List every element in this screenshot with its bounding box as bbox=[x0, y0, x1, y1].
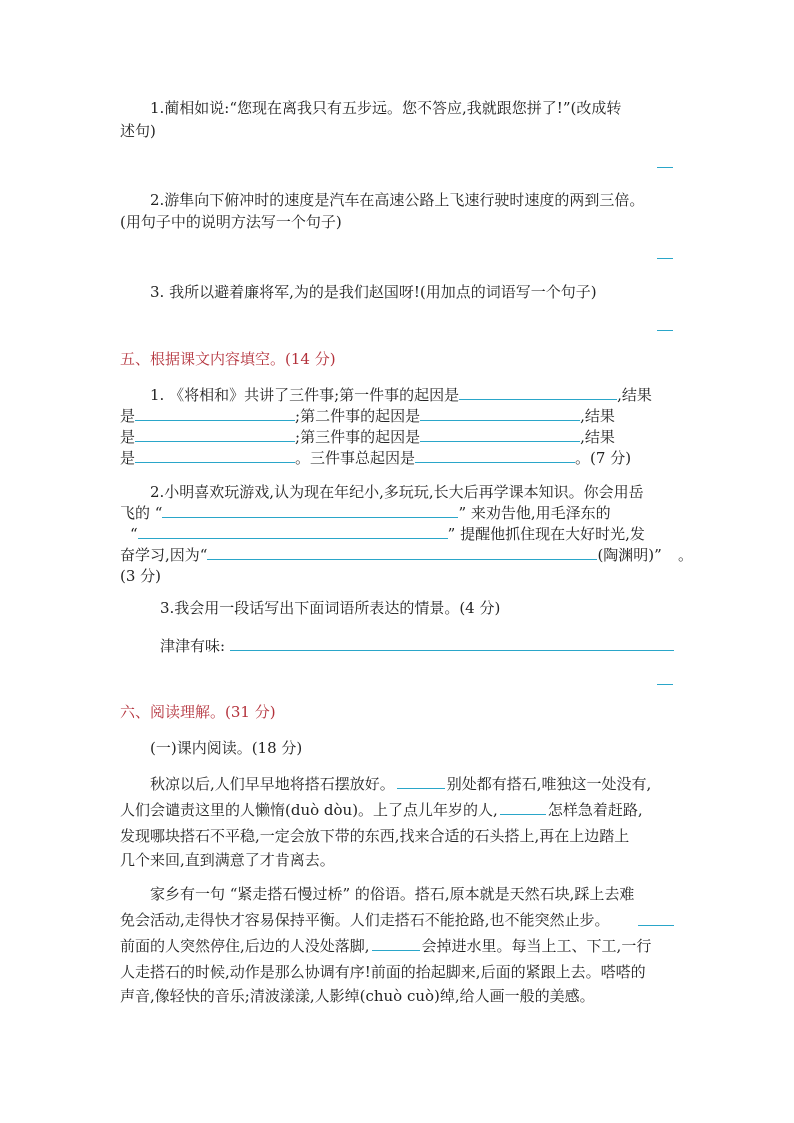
answer-blank-q4-2[interactable] bbox=[657, 258, 673, 259]
label-result-3: ,结果 bbox=[580, 428, 615, 446]
label-because: 奋学习,因为“ bbox=[120, 546, 208, 564]
passage-p2-line1: 家乡有一句 “紧走搭石慢过桥” 的俗语。搭石,原本就是天然石块,踩上去难 bbox=[150, 885, 635, 903]
blank-result-1[interactable] bbox=[135, 406, 295, 421]
passage-text: 前面的人突然停住,后边的人没处落脚, bbox=[120, 937, 370, 955]
label-yuefei: 飞的 “ bbox=[120, 504, 163, 522]
blank-cause-1[interactable] bbox=[459, 385, 617, 400]
blank-connective-2[interactable] bbox=[500, 800, 546, 815]
q5-1-prompt: 1. 《将相和》共讲了三件事;第一件事的起因是 bbox=[150, 386, 460, 404]
answer-blank-q4-3[interactable] bbox=[657, 330, 673, 331]
q5-1-row2 bbox=[120, 406, 615, 426]
passage-p1-line3: 发现哪块搭石不平稳,一定会放下带的东西,找来合适的石头搭上,再在上边踏上 bbox=[120, 827, 630, 845]
section6-subheading: (一)课内阅读。(18 分) bbox=[150, 739, 303, 757]
q5-2-line4 bbox=[120, 545, 662, 565]
q4-2-line2: (用句子中的说明方法写一个句子) bbox=[120, 213, 342, 231]
q5-1-row4 bbox=[120, 448, 631, 468]
q5-2-line2 bbox=[120, 503, 611, 523]
blank-yuefei-quote[interactable] bbox=[162, 503, 458, 518]
open-quote: “ bbox=[130, 525, 138, 543]
label-overall-cause: 。三件事总起因是 bbox=[295, 449, 416, 467]
q4-1-line1: 1.蔺相如说:“您现在离我只有五步远。您不答应,我就跟您拼了!”(改成转 bbox=[150, 99, 622, 117]
label-shi: 是 bbox=[120, 428, 136, 446]
passage-text: 会掉进水里。每当上工、下工,一行 bbox=[421, 937, 652, 955]
blank-cause-2[interactable] bbox=[420, 406, 580, 421]
label-cause-2: ;第二件事的起因是 bbox=[295, 407, 421, 425]
label-result-2: ,结果 bbox=[580, 407, 615, 425]
passage-p2-line2: 免会活动,走得快才容易保持平衡。人们走搭石不能抢路,也不能突然止步。 bbox=[120, 911, 610, 929]
passage-p1-line2 bbox=[120, 800, 643, 820]
q5-3-text: 3.我会用一段话写出下面词语所表达的情景。(4 分) bbox=[160, 599, 501, 617]
label-shi: 是 bbox=[120, 449, 136, 467]
passage-text: 别处都有搭石,唯独这一处没有, bbox=[446, 775, 652, 793]
answer-blank-q4-1[interactable] bbox=[657, 167, 673, 168]
blank-connective-1[interactable] bbox=[397, 774, 445, 789]
passage-text: 秋凉以后,人们早早地将搭石摆放好。 bbox=[150, 775, 395, 793]
q4-2-line1: 2.游隼向下俯冲时的速度是汽车在高速公路上飞速行驶时速度的两到三倍。 bbox=[150, 191, 645, 209]
label-remind: ” 提醒他抓住现在大好时光,发 bbox=[447, 525, 645, 543]
q5-1-result-label: ,结果 bbox=[617, 386, 652, 404]
passage-p2-line3 bbox=[120, 936, 651, 956]
passage-p2-line4: 人走搭石的时候,动作是那么协调有序!前面的抬起脚来,后面的紧跟上去。嗒嗒的 bbox=[120, 963, 646, 981]
q5-2-period: 。 bbox=[678, 546, 694, 564]
label-maozedong: ” 来劝告他,用毛泽东的 bbox=[458, 504, 611, 522]
label-taoyuanming: (陶渊明)” bbox=[597, 546, 662, 564]
q5-1-row3 bbox=[120, 427, 615, 447]
q4-3-text: 3. 我所以避着廉将军,为的是我们赵国呀!(用加点的词语写一个句子) bbox=[150, 283, 597, 301]
passage-p1-line1 bbox=[150, 774, 651, 794]
passage-p1-line4: 几个来回,直到满意了才肯离去。 bbox=[120, 851, 335, 869]
answer-line-q5-3[interactable] bbox=[230, 650, 674, 651]
blank-connective-3[interactable] bbox=[638, 925, 674, 926]
passage-text: 怎样急着赶路, bbox=[547, 801, 643, 819]
label-shi: 是 bbox=[120, 407, 136, 425]
section6-heading: 六、阅读理解。(31 分) bbox=[120, 703, 276, 721]
q5-1-row1 bbox=[150, 385, 652, 405]
q5-2-score: (3 分) bbox=[120, 567, 162, 585]
q5-2-line1: 2.小明喜欢玩游戏,认为现在年纪小,多玩玩,长大后再学课本知识。你会用岳 bbox=[150, 483, 644, 501]
q4-1-line2: 述句) bbox=[120, 122, 156, 140]
passage-text: 人们会谴责这里的人懒惰(duò dòu)。上了点儿年岁的人, bbox=[120, 801, 498, 819]
label-cause-3: ;第三件事的起因是 bbox=[295, 428, 421, 446]
blank-taoyuanming-quote[interactable] bbox=[207, 545, 597, 560]
q5-1-score: 。(7 分) bbox=[575, 449, 632, 467]
blank-connective-4[interactable] bbox=[372, 936, 420, 951]
passage-p2-line5: 声音,像轻快的音乐;清波漾漾,人影绰(chuò cuò)绰,给人画一般的美感。 bbox=[120, 987, 595, 1005]
blank-overall-cause[interactable] bbox=[415, 448, 575, 463]
blank-result-3[interactable] bbox=[135, 448, 295, 463]
blank-maozedong-quote[interactable] bbox=[138, 524, 448, 539]
blank-cause-3[interactable] bbox=[420, 427, 580, 442]
blank-result-2[interactable] bbox=[135, 427, 295, 442]
q5-2-line3 bbox=[130, 524, 645, 544]
q5-3-word: 津津有味: bbox=[160, 637, 226, 655]
answer-blank-q5-3[interactable] bbox=[657, 684, 673, 685]
section5-heading: 五、根据课文内容填空。(14 分) bbox=[120, 350, 336, 368]
